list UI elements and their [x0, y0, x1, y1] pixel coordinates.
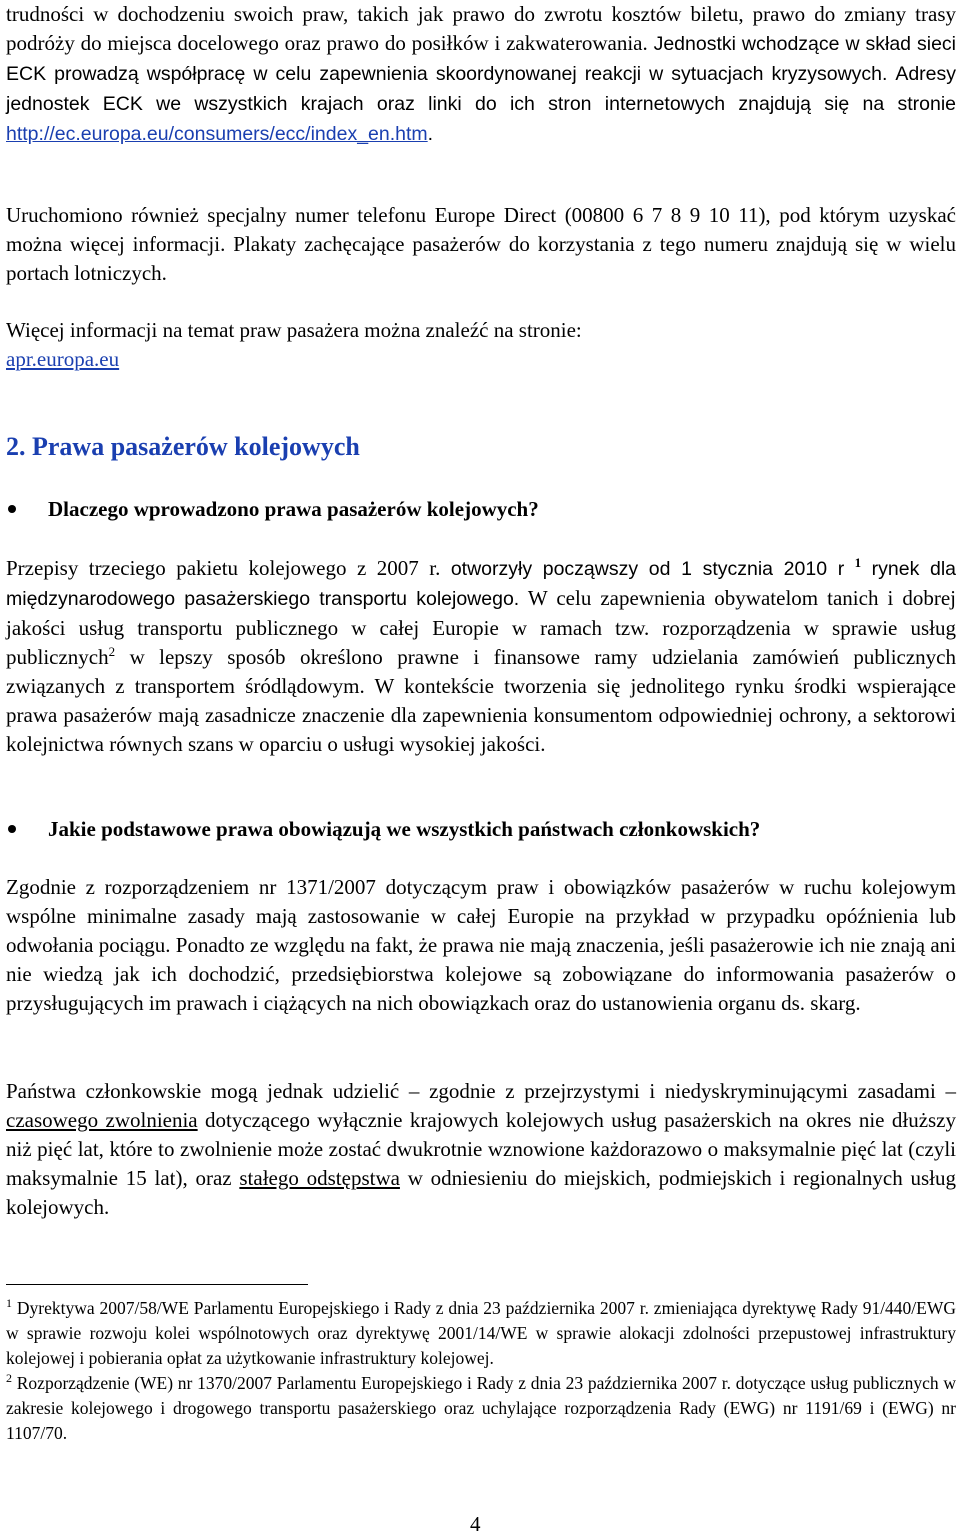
paragraph-text: dotyczącego wyłącznie krajowych kolejowych usług pasażerskich na okres nie dłuższy niż pięć lat, które to zwolnienie może zostać dwukrotnie wznowione każdorazowo o maksymalnie pięć lat (czyli maksymalnie 15 lat), oraz [6, 1108, 957, 1190]
paragraph-text: rynek dla międzynarodowego pasażerskiego transportu kolejowego. [6, 558, 957, 610]
question-bullet [6, 817, 761, 842]
paragraph-text: Państwa członkowskie mogą jednak udzielić – zgodnie z przejrzystymi i niedyskryminującymi zasadami – [6, 1079, 956, 1103]
paragraph-text: Przepisy trzeciego pakietu kolejowego z 2007 r. [6, 556, 441, 580]
page-number: 4 [470, 1512, 481, 1536]
bullet-icon [8, 505, 16, 513]
paragraph-text: . [427, 123, 434, 145]
paragraph-third-package [6, 554, 956, 759]
paragraph-regulation [6, 873, 956, 1018]
question-bullet [6, 497, 539, 522]
paragraph-member-states [6, 1077, 956, 1222]
section-heading: 2. Prawa pasażerów kolejowych [6, 432, 360, 461]
underlined-term: czasowego zwolnienia [6, 1108, 198, 1132]
bullet-icon [8, 825, 16, 833]
paragraph-text: Jednostki wchodzące w skład sieci ECK prowadzą współpracę w celu zapewnienia skoordynowanej reakcji w sytuacjach kryzysowych. [6, 33, 957, 85]
question-text: Jakie podstawowe prawa obowiązują we wszystkich państwach członkowskich? [48, 817, 761, 841]
footnote-ref: 1 [854, 555, 862, 570]
paragraph-eck [6, 0, 956, 149]
footnote [6, 1296, 956, 1371]
paragraph-text: otworzyły począwszy od 1 stycznia 2010 r [450, 558, 845, 580]
paragraph-more-info [6, 316, 956, 374]
paragraph-europe-direct [6, 201, 956, 288]
ecc-link[interactable]: http://ec.europa.eu/consumers/ecc/index_en.htm [6, 123, 428, 145]
paragraph-text: Więcej informacji na temat praw pasażera można znaleźć na stronie: [6, 318, 582, 342]
paragraph-text: Plakaty zachęcające pasażerów do korzystania z tego numeru znajdują się w wielu portach lotniczych. [6, 232, 956, 285]
paragraph-text: trudności w dochodzeniu swoich praw, takich jak prawo do zwrotu kosztów biletu, prawo do zmiany trasy podróży do miejsca docelowego oraz prawo do posiłków i zakwaterowania. [6, 2, 956, 55]
paragraph-text: Ponadto ze względu na fakt, że prawa nie mają znaczenia, jeśli pasażerowie ich nie znają ani nie wiedzą jak ich dochodzić, przedsiębiorstwa kolejowe są zobowiązane do informowania pasażerów o przysługujących im prawach i ciążących na nich obowiązkach oraz do ustanowienia organu ds. skarg. [6, 933, 956, 1015]
paragraph-text: Zgodnie z rozporządzeniem nr 1371/2007 dotyczącym praw i obowiązków pasażerów w ruchu kolejowym wspólne minimalne zasady mają zastosowanie w całej Europie na przykład w przypadku opóźnienia lub odwołania pociągu. [6, 875, 956, 957]
footnote-text: Rozporządzenie (WE) nr 1370/2007 Parlamentu Europejskiego i Rady z dnia 23 października 2007 r. dotyczące usług publicznych w zakresie kolejowego i drogowego transportu pasażerskiego oraz uchylające rozporządzenia Rady (EWG) nr 1191/69 i (EWG) nr 1107/70. [6, 1373, 956, 1443]
footnote-number: 1 [6, 1296, 12, 1311]
footnote-number: 2 [6, 1371, 12, 1386]
underlined-term: stałego odstępstwa [239, 1166, 400, 1190]
footnotes [6, 1296, 956, 1446]
question-text: Dlaczego wprowadzono prawa pasażerów kolejowych? [48, 497, 539, 521]
paragraph-text: w lepszy sposób określono prawne i finansowe ramy udzielania zamówień publicznych związanych z transportem śródlądowym. [6, 645, 956, 698]
paragraph-text: Adresy jednostek ECK we wszystkich krajach oraz linki do ich stron internetowych znajdują się na stronie [6, 63, 957, 115]
footnote-separator [6, 1284, 308, 1285]
footnote-ref: 2 [108, 644, 116, 659]
footnote-text: Dyrektywa 2007/58/WE Parlamentu Europejskiego i Rady z dnia 23 października 2007 r. zmieniająca dyrektywę Rady 91/440/EWG w sprawie rozwoju kolei wspólnotowych oraz dyrektywę 2001/14/WE w sprawie alokacji zdolności przepustowej infrastruktury kolejowej i pobierania opłat za użytkowanie infrastruktury kolejowej. [6, 1298, 957, 1368]
footnote [6, 1371, 956, 1446]
paragraph-text: W kontekście tworzenia się jednolitego rynku środki wspierające prawa pasażerów mają zasadnicze znaczenie dla zapewnienia konsumentom odpowiedniej ochrony, a sektorowi kolejnictwa równych szans w oparciu o usługi wysokiej jakości. [6, 674, 956, 756]
paragraph-text: Uruchomiono również specjalny numer telefonu Europe Direct (00800 6 7 8 9 10 11), pod którym uzyskać można więcej informacji. [6, 203, 956, 256]
apr-link[interactable]: apr.europa.eu [6, 347, 120, 371]
paragraph-text: w odniesieniu do miejskich, podmiejskich i regionalnych usług kolejowych. [6, 1166, 956, 1219]
paragraph-text: W celu zapewnienia obywatelom tanich i dobrej jakości usług transportu publicznego w całej Europie w ramach tzw. rozporządzenia w sprawie usług publicznych [6, 586, 956, 669]
